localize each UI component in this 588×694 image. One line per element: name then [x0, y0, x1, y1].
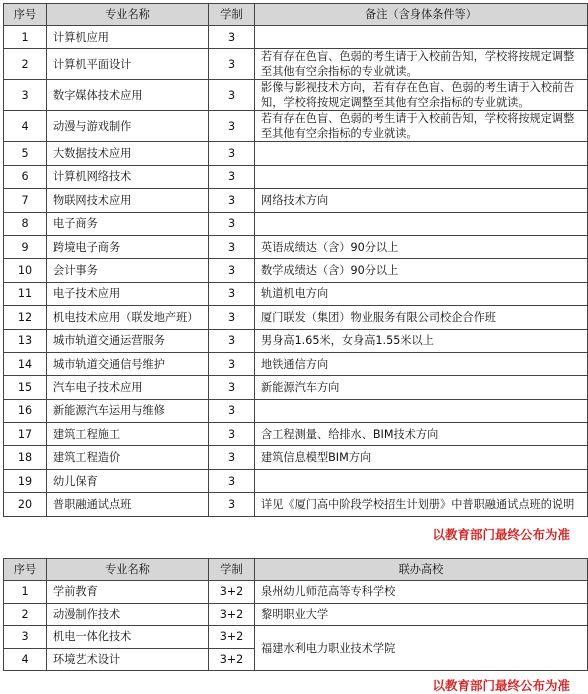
row-number: 3 [4, 80, 47, 111]
row-number: 3 [4, 626, 47, 649]
major-name: 普职融通试点班 [47, 493, 209, 516]
row-number: 1 [4, 26, 47, 49]
header-major: 专业名称 [47, 4, 209, 26]
table-row [4, 581, 588, 604]
row-number: 6 [4, 165, 47, 188]
major-name: 动漫与游戏制作 [47, 111, 209, 142]
table-row [4, 26, 588, 49]
major-name: 机电技术应用（联发地产班） [47, 306, 209, 329]
study-years: 3 [209, 26, 255, 49]
remark: 详见《厦门高中阶段学校招生计划册》中普职融通试点班的说明 [255, 493, 588, 516]
remark [255, 469, 588, 492]
row-number: 10 [4, 259, 47, 282]
major-name: 城市轨道交通运营服务 [47, 329, 209, 352]
row-number: 7 [4, 189, 47, 212]
row-number: 16 [4, 399, 47, 422]
header-no: 序号 [4, 559, 47, 581]
table-row [4, 306, 588, 329]
joint-table-header [4, 559, 588, 581]
remark [255, 165, 588, 188]
study-years: 3 [209, 111, 255, 142]
row-number: 20 [4, 493, 47, 516]
final-notice-1: 以教育部门最终公布为准 [432, 527, 570, 542]
header-no: 序号 [4, 4, 47, 26]
table-row [4, 446, 588, 469]
header-years: 学制 [209, 4, 255, 26]
study-years: 3 [209, 306, 255, 329]
row-number: 8 [4, 212, 47, 235]
study-years: 3 [209, 446, 255, 469]
table-row [4, 493, 588, 516]
major-name: 计算机应用 [47, 26, 209, 49]
remark: 新能源汽车方向 [255, 376, 588, 399]
study-years: 3+2 [209, 603, 255, 626]
remark: 英语成绩达（含）90分以上 [255, 235, 588, 258]
majors-table-header [4, 4, 588, 26]
row-number: 11 [4, 282, 47, 305]
row-number: 2 [4, 603, 47, 626]
study-years: 3 [209, 352, 255, 375]
table-row [4, 282, 588, 305]
study-years: 3+2 [209, 581, 255, 604]
table-row [4, 352, 588, 375]
major-name: 大数据技术应用 [47, 142, 209, 165]
row-number: 1 [4, 581, 47, 604]
major-name: 机电一体化技术 [47, 626, 209, 649]
major-name: 城市轨道交通信号维护 [47, 352, 209, 375]
row-number: 12 [4, 306, 47, 329]
major-name: 环境艺术设计 [47, 648, 209, 671]
remark: 男身高1.65米，女身高1.55米以上 [255, 329, 588, 352]
study-years: 3+2 [209, 626, 255, 649]
row-number: 9 [4, 235, 47, 258]
study-years: 3+2 [209, 648, 255, 671]
joint-programs-table [3, 558, 588, 671]
table-row [4, 49, 588, 80]
study-years: 3 [209, 329, 255, 352]
remark [255, 212, 588, 235]
study-years: 3 [209, 189, 255, 212]
study-years: 3 [209, 49, 255, 80]
remark [255, 26, 588, 49]
header-years: 学制 [209, 559, 255, 581]
header-note: 备注（含身体条件等） [255, 4, 588, 26]
row-number: 13 [4, 329, 47, 352]
remark: 若有存在色盲、色弱的考生请于入校前告知，学校将按规定调整至其他有空余指标的专业就读。 [255, 49, 588, 80]
table-row [4, 142, 588, 165]
remark: 影像与影视技术方向，若有存在色盲、色弱的考生请于入校前告知，学校将按规定调整至其他有空余指标的专业就读。 [255, 80, 588, 111]
study-years: 3 [209, 142, 255, 165]
major-name: 电子商务 [47, 212, 209, 235]
remark: 地铁通信方向 [255, 352, 588, 375]
remark: 数学成绩达（含）90分以上 [255, 259, 588, 282]
table-row [4, 189, 588, 212]
row-number: 17 [4, 423, 47, 446]
remark: 含工程测量、给排水、BIM技术方向 [255, 423, 588, 446]
study-years: 3 [209, 282, 255, 305]
row-number: 4 [4, 111, 47, 142]
final-notice-2: 以教育部门最终公布为准 [432, 678, 570, 693]
partner-college: 福建水利电力职业技术学院 [255, 626, 588, 671]
major-name: 新能源汽车运用与维修 [47, 399, 209, 422]
major-name: 计算机平面设计 [47, 49, 209, 80]
major-name: 建筑工程施工 [47, 423, 209, 446]
table-row [4, 111, 588, 142]
study-years: 3 [209, 469, 255, 492]
table-row [4, 212, 588, 235]
remark: 建筑信息模型BIM方向 [255, 446, 588, 469]
row-number: 18 [4, 446, 47, 469]
study-years: 3 [209, 376, 255, 399]
table-row [4, 423, 588, 446]
table-row [4, 469, 588, 492]
row-number: 14 [4, 352, 47, 375]
study-years: 3 [209, 80, 255, 111]
remark [255, 399, 588, 422]
remark [255, 142, 588, 165]
row-number: 2 [4, 49, 47, 80]
table-row [4, 399, 588, 422]
major-name: 计算机网络技术 [47, 165, 209, 188]
major-name: 建筑工程造价 [47, 446, 209, 469]
study-years: 3 [209, 212, 255, 235]
study-years: 3 [209, 423, 255, 446]
table-row [4, 626, 588, 649]
study-years: 3 [209, 235, 255, 258]
header-partner: 联办高校 [255, 559, 588, 581]
table-row [4, 376, 588, 399]
partner-college: 泉州幼儿师范高等专科学校 [255, 581, 588, 604]
table-row [4, 235, 588, 258]
major-name: 幼儿保育 [47, 469, 209, 492]
study-years: 3 [209, 399, 255, 422]
major-name: 物联网技术应用 [47, 189, 209, 212]
study-years: 3 [209, 259, 255, 282]
major-name: 电子技术应用 [47, 282, 209, 305]
major-name: 汽车电子技术应用 [47, 376, 209, 399]
table-row [4, 80, 588, 111]
table-row [4, 329, 588, 352]
table-row [4, 259, 588, 282]
study-years: 3 [209, 165, 255, 188]
major-name: 动漫制作技术 [47, 603, 209, 626]
header-major: 专业名称 [47, 559, 209, 581]
major-name: 跨境电子商务 [47, 235, 209, 258]
row-number: 19 [4, 469, 47, 492]
row-number: 4 [4, 648, 47, 671]
majors-table [3, 3, 588, 517]
remark: 若有存在色盲、色弱的考生请于入校前告知，学校将按规定调整至其他有空余指标的专业就读。 [255, 111, 588, 142]
study-years: 3 [209, 493, 255, 516]
table-row [4, 603, 588, 626]
partner-college: 黎明职业大学 [255, 603, 588, 626]
remark: 厦门联发（集团）物业服务有限公司校企合作班 [255, 306, 588, 329]
row-number: 5 [4, 142, 47, 165]
row-number: 15 [4, 376, 47, 399]
major-name: 数字媒体技术应用 [47, 80, 209, 111]
table-row [4, 165, 588, 188]
major-name: 学前教育 [47, 581, 209, 604]
remark: 轨道机电方向 [255, 282, 588, 305]
remark: 网络技术方向 [255, 189, 588, 212]
major-name: 会计事务 [47, 259, 209, 282]
